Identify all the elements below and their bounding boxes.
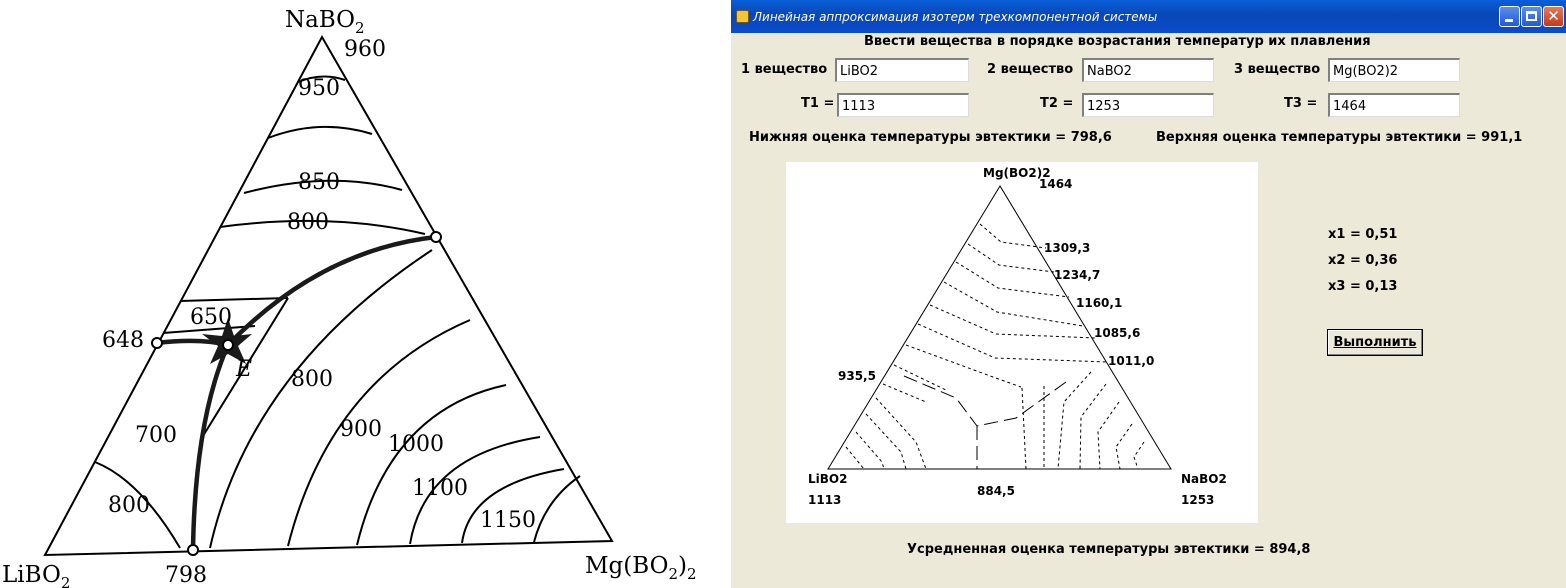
isotherm-dashed [1058,372,1091,469]
isotherm-dashed [1134,442,1144,469]
vertex-label-right: $Mg(BO_2)_2$ [585,553,697,583]
eutectic-boundary [904,376,977,426]
point-label-648: 648 [102,328,144,353]
vertex-temp-top: 1464 [1039,177,1073,191]
isotherm-label: 1234,7 [1054,268,1101,282]
substance3-label: 3 вещество [1234,62,1321,77]
t3-label: T3 = [1284,96,1318,111]
t2-input[interactable]: 1253 [1082,93,1214,117]
vertex-label-top: Mg(BO2)2 [983,166,1051,180]
apex-temperature: 960 [344,37,386,62]
vertex-label-left: LiBO2 [808,472,848,486]
isotherm-dashed [906,345,1021,387]
isotherm-label: 1011,0 [1108,354,1155,368]
isotherm-line [534,476,580,542]
isotherm-dashed [866,414,906,469]
isotherm-dashed [894,365,946,390]
maximize-icon [1526,11,1537,21]
point-marker [152,338,162,348]
bottom-side-temp: 884,5 [977,484,1015,498]
x3-value: x3 = 0,13 [1328,279,1398,294]
isotherm-dashed [1116,424,1132,469]
t1-label: T1 = [801,96,835,111]
isotherm-dashed [956,262,1069,297]
point-marker [188,545,198,555]
isotherm-dashed [1080,384,1106,469]
substance3-input[interactable]: Mg(BO2)2 [1328,58,1460,82]
x2-value: x2 = 0,36 [1328,253,1398,268]
isotherm-dashed [930,305,1095,338]
app-window [731,0,1566,588]
eutectic-label: E [236,357,253,382]
isotherm-dashed [980,224,1046,248]
vertex-temp-right: 1253 [1181,493,1215,507]
t1-input[interactable]: 1113 [837,93,969,117]
maximize-button[interactable] [1521,6,1542,27]
vertex-label-right: NaBO2 [1181,472,1227,486]
point-marker [223,340,233,350]
close-button[interactable] [1543,6,1564,27]
run-button[interactable] [1327,329,1423,356]
isotherm-dashed [1022,388,1026,469]
average-estimate-text: Усредненная оценка температуры эвтектики = 894,8 [907,542,1311,557]
isotherm-label: 900 [340,417,382,442]
instruction-label: Ввести вещества в порядке возрастания температур их плавления [864,34,1371,49]
substance2-label: 2 вещество [987,62,1074,77]
isotherm-label: 950 [298,76,340,101]
point-label-798: 798 [165,563,207,588]
t3-input[interactable]: 1464 [1328,93,1460,117]
close-icon: ✕ [1547,7,1560,25]
isotherm-dashed [1098,402,1119,469]
app-icon [736,10,749,23]
isotherm-dashed [856,432,884,469]
minimize-icon [1505,19,1513,22]
isotherm-label: 1309,3 [1044,241,1091,255]
ternary-phase-diagram [0,0,730,588]
isotherm-dashed [918,324,1108,362]
isotherm-dashed [846,447,864,469]
isotherm-dashed [883,384,926,402]
isotherm-label: 1000 [388,432,444,457]
window-title: Линейная аппроксимация изотерм трехкомпонентной системы [753,10,1158,24]
isotherm-label: 800 [287,210,329,235]
diagram-canvas [786,162,1258,523]
substance1-label: 1 вещество [741,62,828,77]
isotherm-label: 1160,1 [1076,296,1123,310]
isotherm-dashed [968,244,1054,272]
cotectic-curve [193,345,228,550]
isotherm-line [180,298,288,301]
isotherm-label: 850 [298,170,340,195]
cotectic-curve [228,237,436,345]
substance2-input[interactable]: NaBO2 [1082,58,1214,82]
substance1-input[interactable]: LiBO2 [835,58,969,82]
minimize-button[interactable] [1499,6,1520,27]
upper-estimate-text: Верхняя оценка температуры эвтектики = 991,1 [1156,130,1523,145]
lower-estimate-text: Нижняя оценка температуры эвтектики = 798,6 [749,130,1112,145]
isotherm-label: 1150 [480,508,536,533]
isotherm-line [210,250,432,548]
isotherm-label: 1100 [412,476,468,501]
vertex-temp-left: 1113 [808,493,842,507]
isotherm-label: 650 [190,305,232,330]
vertex-label-left: LiBO$_2$ [2,562,71,588]
isotherm-label: 800 [108,493,150,518]
isotherm-label: 1085,6 [1094,326,1141,340]
run-button-label: Выполнить [1333,335,1417,350]
vertex-label-top: NaBO$_2$ [285,7,365,37]
t2-label: T2 = [1040,96,1074,111]
left-side-temp: 935,5 [838,369,876,383]
title-bar[interactable] [731,0,1566,33]
x1-value: x1 = 0,51 [1328,227,1398,242]
isotherm-label: 700 [135,423,177,448]
isotherm-label: 800 [291,367,333,392]
isotherm-line [268,127,372,138]
point-marker [431,232,441,242]
eutectic-boundary [977,382,1066,426]
